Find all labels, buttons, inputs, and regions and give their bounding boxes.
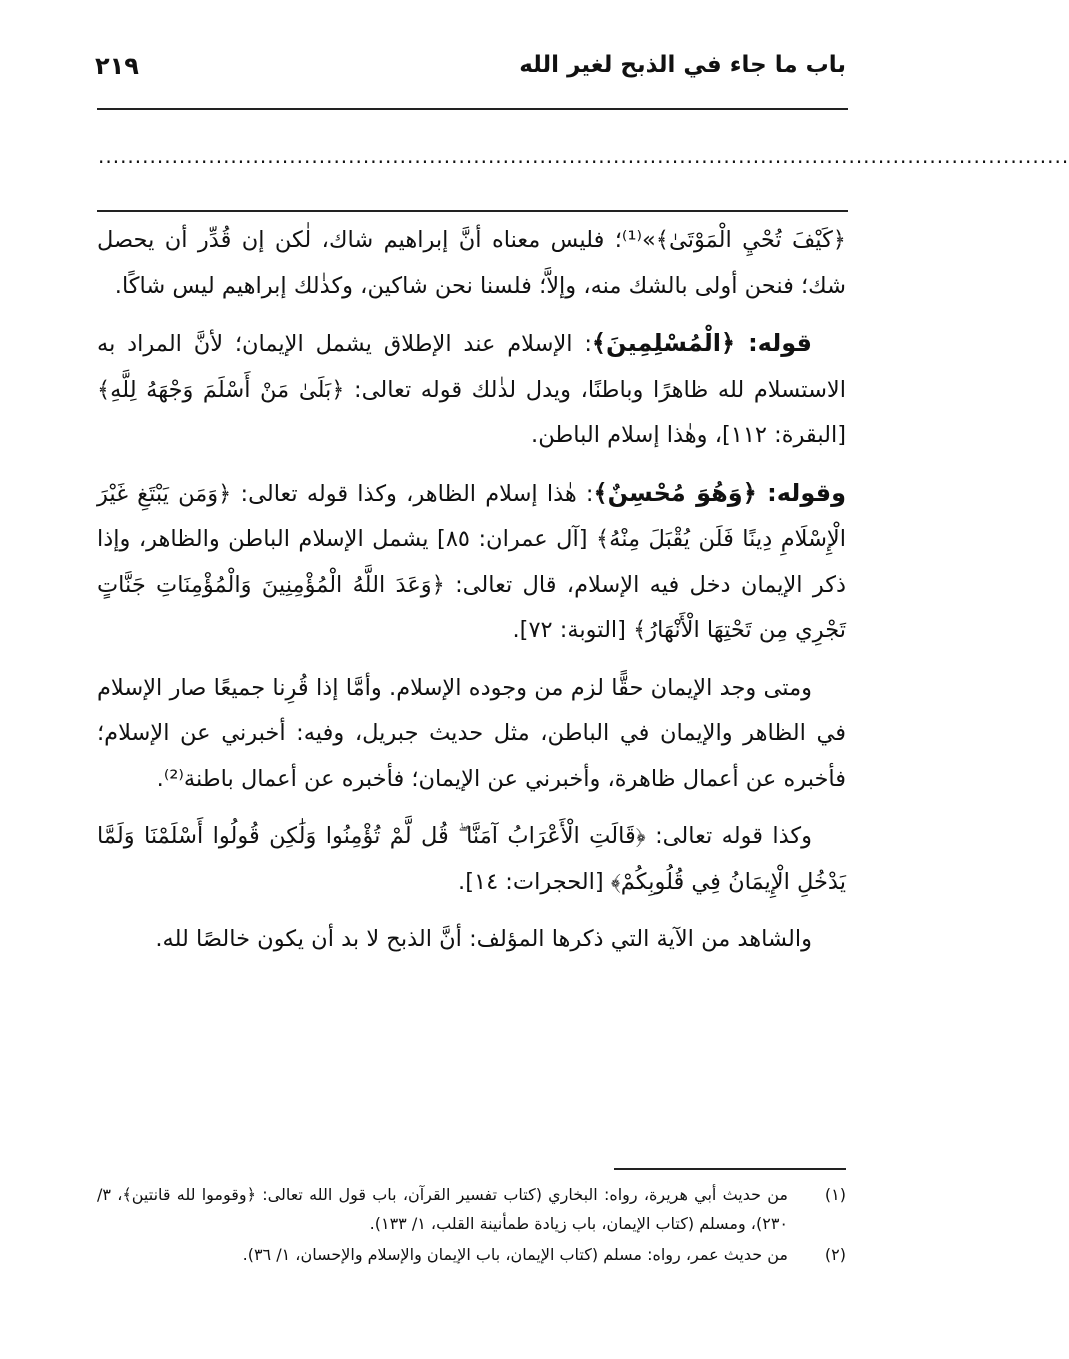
paragraph-text: ومتى وجد الإيمان حقًّا لزم من وجوده الإسلام. وأمَّا إذا قُرِنا جميعًا صار الإسلام في الظاهر والإيمان في الباطن، مثل حديث جبريل، وفيه: أخبرني عن الإسلام؛ فأخبره عن أعمال ظاهرة، وأخبرني عن الإيمان؛ فأخبره عن أعمال باطنة⁽²⁾. xyxy=(97,674,846,792)
running-header xyxy=(95,52,846,102)
main-text xyxy=(97,218,846,975)
paragraph xyxy=(97,321,846,459)
footnote-rule xyxy=(614,1168,846,1170)
paragraph-text: وكذا قوله تعالى: ﴿قَالَتِ الْأَعْرَابُ آمَنَّا ۖ قُل لَّمْ تُؤْمِنُوا وَلَٰكِن قُولُوا أَسْلَمْنَا وَلَمَّا يَدْخُلِ الْإِيمَانُ فِي قُلُوبِكُمْ﴾ [الحجرات: ١٤]. xyxy=(97,823,846,895)
footnote-number: (١) xyxy=(824,1185,846,1204)
paragraph-text: : الإسلام عند الإطلاق يشمل الإيمان؛ لأنَّ المراد به الاستسلام لله ظاهرًا وباطنًا، ويدل لذٰلك قوله تعالى: ﴿بَلَىٰ مَنْ أَسْلَمَ وَجْهَهُ لِلَّهِ﴾ [البقرة: ١١٢]، وهٰذا إسلام الباطن. xyxy=(97,331,846,448)
chapter-title: باب ما جاء في الذبح لغير الله xyxy=(519,52,846,78)
paragraph-text: ﴿كَيْفَ تُحْيِ الْمَوْتَىٰ﴾»⁽¹⁾؛ فليس معناه أنَّ إبراهيم شاك، لٰكن إن قُدِّر أن يحصل شك؛ فنحن أولى بالشك منه، وإلاَّ؛ فلسنا نحن شاكين، وكذٰلك إبراهيم ليس شاكًا. xyxy=(97,227,846,299)
paragraph-lead: قوله: ﴿الْمُسْلِمِينَ﴾ xyxy=(591,329,813,357)
paragraph xyxy=(97,218,846,309)
paragraph-text: والشاهد من الآية التي ذكرها المؤلف: أنَّ الذبح لا بد أن يكون خالصًا لله. xyxy=(155,926,812,952)
paragraph xyxy=(97,814,846,905)
section-rule xyxy=(97,210,848,212)
paragraph xyxy=(97,666,846,803)
page-number: ٢١٩ xyxy=(95,52,139,80)
paragraph-lead: وقوله: ﴿وَهُوَ مُحْسِنٌ﴾ xyxy=(593,478,846,507)
paragraph xyxy=(97,917,846,963)
footnote xyxy=(97,1240,846,1269)
header-rule xyxy=(97,108,848,110)
paragraph-text: : هٰذا إسلام الظاهر، وكذا قوله تعالى: ﴿وَمَن يَبْتَغِ غَيْرَ الْإِسْلَامِ دِينًا فَلَن يُقْبَلَ مِنْهُ﴾ [آل عمران: ٨٥] يشمل الإسلام الباطن والظاهر، وإذا ذكر الإيمان دخل فيه الإسلام، قال تعالى: ﴿وَعَدَ اللَّهُ الْمُؤْمِنِينَ وَالْمُؤْمِنَاتِ جَنَّاتٍ تَجْرِي مِن تَحْتِهَا الْأَنْهَارُ﴾ [التوبة: ٧٢]. xyxy=(97,480,846,643)
footnote xyxy=(97,1180,846,1238)
dotted-separator: .................................................................................................................................... xyxy=(98,144,1069,168)
paragraph xyxy=(97,471,846,654)
footnote-text: من حديث عمر، رواه: مسلم (كتاب الإيمان، باب الإيمان والإسلام والإحسان، ١/ ٣٦). xyxy=(242,1245,788,1264)
footnotes xyxy=(97,1180,846,1271)
footnote-number: (٢) xyxy=(824,1245,846,1264)
footnote-text: من حديث أبي هريرة، رواه: البخاري (كتاب تفسير القرآن، باب قول الله تعالى: ﴿وقوموا لله قانتين﴾، ٣/ ٢٣٠)، ومسلم (كتاب الإيمان، باب زيادة طمأنينة القلب، ١/ ١٣٣). xyxy=(97,1185,788,1233)
